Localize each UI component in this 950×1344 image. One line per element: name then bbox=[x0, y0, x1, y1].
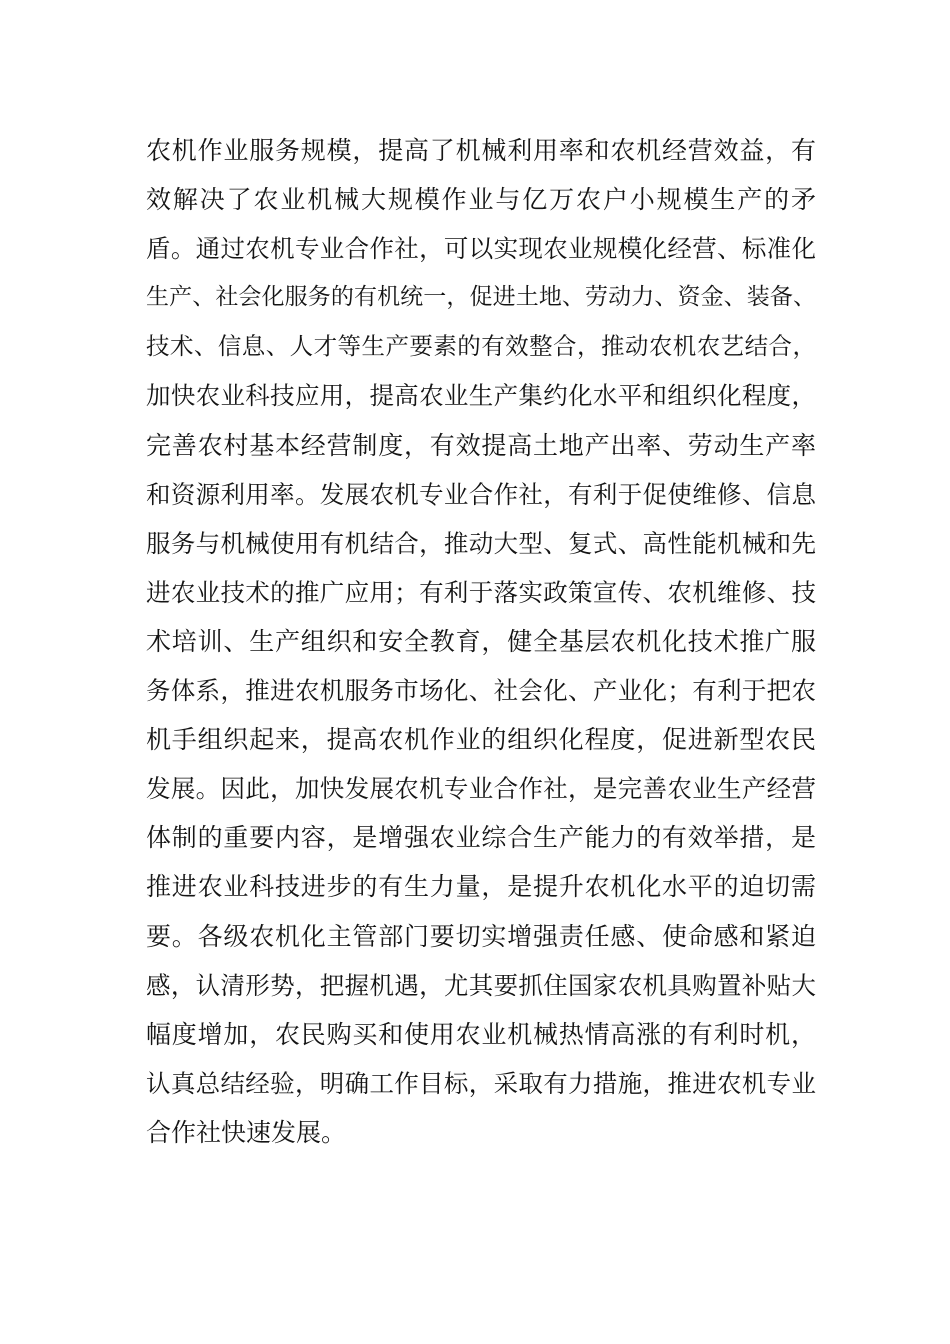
text-line: 效解决了农业机械大规模作业与亿万农户小规模生产的矛 bbox=[146, 185, 816, 215]
text-line: 进农业技术的推广应用；有利于落实政策宣传、农机维修、技 bbox=[146, 577, 816, 607]
text-line: 和资源利用率。发展农机专业合作社，有利于促使维修、信息 bbox=[146, 479, 816, 509]
text-line: 发展。因此，加快发展农机专业合作社，是完善农业生产经营 bbox=[146, 774, 816, 804]
text-line: 技术、信息、人才等生产要素的有效整合，推动农机农艺结合， bbox=[146, 332, 816, 361]
text-line: 感，认清形势，把握机遇，尤其要抓住国家农机具购置补贴大 bbox=[146, 970, 816, 1000]
text-line: 盾。通过农机专业合作社，可以实现农业规模化经营、标准化 bbox=[146, 234, 816, 264]
text-line: 服务与机械使用有机结合，推动大型、复式、高性能机械和先 bbox=[146, 528, 816, 558]
text-line: 术培训、生产组织和安全教育，健全基层农机化技术推广服 bbox=[146, 626, 816, 656]
text-line-last: 合作社快速发展。 bbox=[146, 1117, 347, 1147]
text-line: 农机作业服务规模，提高了机械利用率和农机经营效益，有 bbox=[146, 136, 816, 165]
text-line: 完善农村基本经营制度，有效提高土地产出率、劳动生产率 bbox=[146, 430, 816, 460]
text-line: 要。各级农机化主管部门要切实增强责任感、使命感和紧迫 bbox=[146, 921, 816, 951]
text-line: 加快农业科技应用，提高农业生产集约化水平和组织化程度， bbox=[146, 381, 816, 411]
text-line: 认真总结经验，明确工作目标，采取有力措施，推进农机专业 bbox=[146, 1068, 816, 1098]
text-line: 推进农业科技进步的有生力量，是提升农机化水平的迫切需 bbox=[146, 872, 816, 902]
text-line: 务体系，推进农机服务市场化、社会化、产业化；有利于把农 bbox=[146, 676, 816, 706]
text-line: 生产、社会化服务的有机统一，促进土地、劳动力、资金、装备、 bbox=[146, 284, 816, 311]
text-line: 幅度增加，农民购买和使用农业机械热情高涨的有利时机， bbox=[146, 1019, 816, 1049]
body-paragraph bbox=[146, 126, 816, 1157]
text-line: 体制的重要内容，是增强农业综合生产能力的有效举措，是 bbox=[146, 823, 816, 853]
text-line: 机手组织起来，提高农机作业的组织化程度，促进新型农民 bbox=[146, 725, 816, 755]
